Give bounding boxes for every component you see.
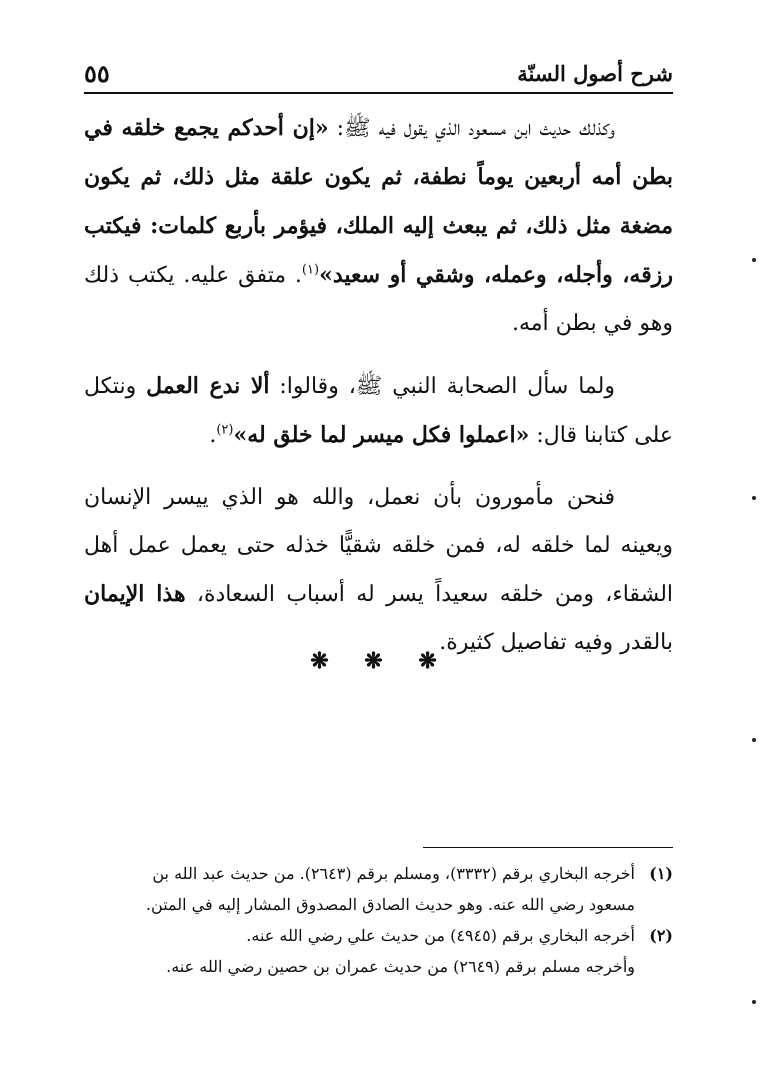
page-header (84, 52, 673, 94)
text-segment: ونتكل على كتابنا قال: (84, 374, 673, 448)
footnote-divider (423, 847, 673, 848)
scan-speck (752, 738, 756, 742)
text-segment: . متفق عليه. يكتب ذلك وهو في بطن أمه. (84, 263, 673, 336)
footnote-2 (84, 920, 673, 951)
footnote-1 (84, 858, 673, 889)
emphasis-text: هذا الإيمان (84, 581, 186, 607)
footnote-text: أخرجه البخاري برقم (٤٩٤٥) من حديث علي رضي الله عنه. (246, 926, 635, 945)
paragraph-3 (84, 474, 673, 667)
footnote-ref-2[interactable]: (٢) (216, 422, 234, 438)
text-segment: وكذلك حديث ابن مسعود الذي يقول فيه ﷺ: (328, 116, 615, 141)
hadith-quote: «اعملوا فكل ميسر لما خلق له» (233, 422, 530, 448)
footnote-number: (١) (649, 864, 673, 883)
scan-speck (752, 496, 756, 500)
footnote-2-continuation: وأخرجه مسلم برقم (٢٦٤٩) من حديث عمران بن حصين رضي الله عنه. (166, 957, 635, 976)
question-quote: ألا ندع العمل (146, 373, 270, 399)
footnote-1-continuation: مسعود رضي الله عنه. وهو حديث الصادق المصدوق المشار إليه في المتن. (145, 895, 635, 914)
body-text (84, 104, 673, 681)
running-title: شرح أصول السنّة (517, 61, 673, 86)
scan-speck (752, 1000, 756, 1004)
footnotes (84, 858, 673, 982)
footnote-ref-1[interactable]: (١) (301, 262, 320, 278)
scan-speck (752, 258, 756, 262)
page-number: ٥٥ (84, 59, 110, 88)
paragraph-1 (84, 104, 673, 348)
text-segment: بالقدر وفيه تفاصيل كثيرة. (439, 630, 673, 655)
footnote-text: أخرجه البخاري برقم (٣٣٣٢)، ومسلم برقم (٢٦٤٣). من حديث عبد الله بن (152, 864, 635, 883)
hadith-quote: «إن أحدكم يجمع خلقه في بطن أمه أربعين يوماً نطفة، ثم يكون علقة مثل ذلك، ثم يكون مضغة مثل ذلك، ثم يبعث إليه الملك، فيؤمر بأربع كلمات: فيكتب رزقه، وأجله، وعمله، وشقي أو سعيد» (84, 115, 673, 288)
text-segment: فنحن مأمورون بأن نعمل، والله هو الذي ييسر الإنسان ويعينه لما خلقه له، فمن خلقه شقيًّا خذله حتى يعمل عمل أهل الشقاء، ومن خلقه سعيداً يسر له أسباب السعادة، (84, 485, 674, 607)
paragraph-2 (84, 362, 673, 460)
section-separator-stars: ❋ ❋ ❋ (310, 648, 451, 674)
text-segment: ولما سأل الصحابة النبي ﷺ، وقالوا: (269, 374, 615, 399)
text-segment: . (209, 423, 217, 448)
footnote-number: (٢) (649, 926, 673, 945)
